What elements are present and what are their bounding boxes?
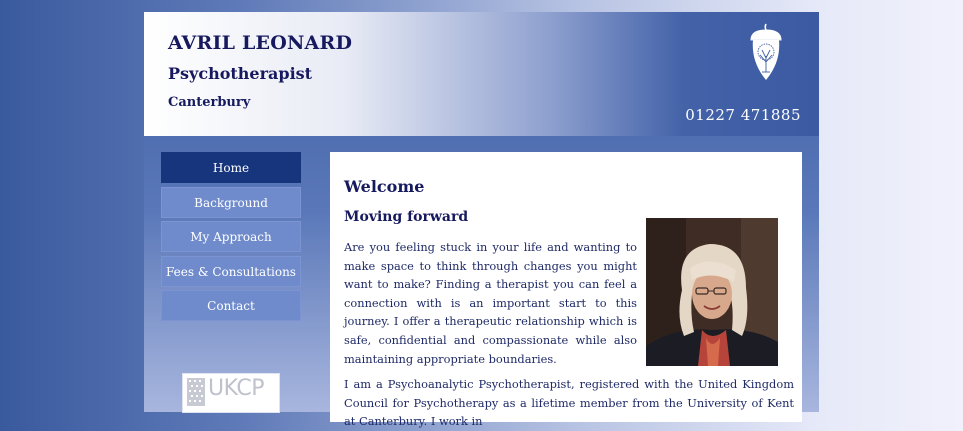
main-navigation <box>161 152 301 325</box>
ukcp-logo[interactable] <box>182 373 280 413</box>
intro-paragraph: Are you feeling stuck in your life and wanting to make space to think through changes you might want to make? Finding a therapist you can feel a connection with is an important start to this journey. I offer a therapeutic relationship which is safe, confidential and compassionate while also maintaining appropriate boundaries. <box>344 240 637 366</box>
therapist-photo <box>646 218 778 366</box>
nav-item-contact[interactable]: Contact <box>161 290 301 321</box>
ukcp-pattern-icon <box>187 378 205 406</box>
acorn-tree-icon <box>747 22 785 86</box>
site-name[interactable]: AVRIL LEONARD <box>168 32 353 54</box>
site-role: Psychotherapist <box>168 64 313 83</box>
nav-item-my-approach[interactable]: My Approach <box>161 221 301 252</box>
page-title: Welcome <box>344 177 425 196</box>
phone-number[interactable]: 01227 471885 <box>685 106 801 124</box>
bio-paragraph: I am a Psychoanalytic Psychotherapist, registered with the United Kingdom Council for Psychotherapy as a lifetime member from the University of Kent at Canterbury. I work in <box>344 377 794 429</box>
nav-item-home[interactable]: Home <box>161 152 301 183</box>
page-container <box>144 12 819 429</box>
nav-item-background[interactable]: Background <box>161 187 301 218</box>
site-header <box>144 12 819 136</box>
main-content <box>330 152 802 429</box>
site-location: Canterbury <box>168 95 251 110</box>
nav-item-fees-consultations[interactable]: Fees & Consultations <box>161 256 301 287</box>
portrait-image <box>646 218 778 366</box>
section-heading: Moving forward <box>344 209 469 225</box>
ukcp-logo-text: UKCP <box>208 376 264 401</box>
